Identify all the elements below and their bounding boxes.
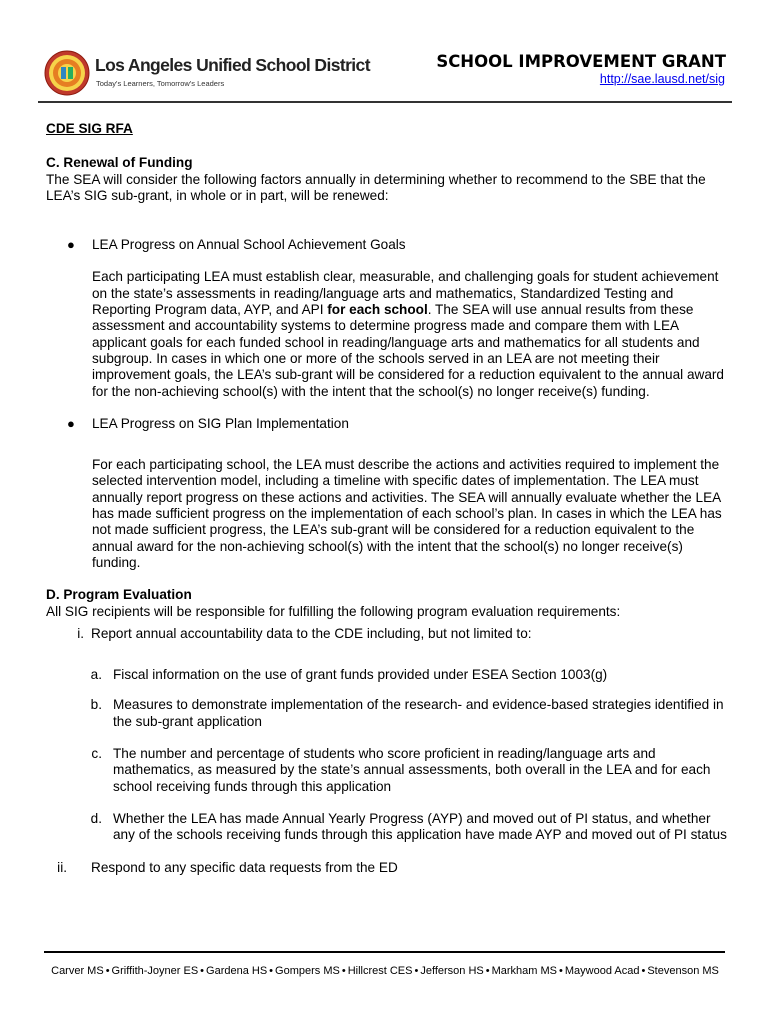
sub-list-letter: b. (90, 697, 102, 713)
sub-list-item (46, 746, 728, 795)
bullet-item (46, 237, 728, 253)
sub-list-item-text: Whether the LEA has made Annual Yearly Progress (AYP) and moved out of PI status, and whether any of the schools receiving funds through this application have made AYP and moved out of PI status (113, 810, 727, 843)
school-name: Gardena HS (206, 965, 268, 977)
sub-list-item-text: Measures to demonstrate implementation of the research- and evidence-based strategies identified in the sub-grant application (113, 697, 724, 729)
school-name: Gompers MS (275, 965, 340, 977)
bullet-icon: ● (67, 415, 75, 431)
sub-list-letter: a. (90, 667, 102, 683)
list-item (46, 626, 728, 642)
bullet-body-emphasis: for each school (327, 302, 428, 318)
bullet-item (46, 416, 728, 432)
school-name: Jefferson HS (420, 965, 484, 977)
section-c-intro: The SEA will consider the following factors annually in determining whether to recommend to the SBE that the LEA’s SIG sub-grant, in whole or in part, will be renewed: (46, 171, 706, 203)
list-item (46, 860, 728, 876)
separator-dot: • (485, 965, 490, 977)
separator-dot: • (269, 965, 274, 977)
district-name: Los Angeles Unified School District (95, 55, 370, 75)
separator-dot: • (559, 965, 563, 977)
bullet-body-text: Each participating LEA must establish clear, measurable, and challenging goals for student achievement on the state’s assessments in reading/language arts and mathematics, Standardized Testing and Reporting Program data, AYP, and API (92, 269, 719, 318)
separator-dot: • (200, 965, 205, 977)
school-name: Markham MS (491, 965, 557, 977)
footer-school-list (0, 965, 770, 977)
section-c-heading: C. Renewal of Funding (46, 155, 193, 171)
sub-list-letter: d. (90, 810, 102, 826)
footer-divider (44, 951, 725, 953)
bullet-body-text: . The SEA will use annual results from these assessment and accountability systems to determine progress made and compare them with LEA applicant goals for each funded school in reading/language arts and mathematics for all students and subgroup. In cases in which one or more of the schools served in an LEA are not meeting their improvement goals, the LEA’s sub-grant will be considered for a reduction equivalent to the annual award for the non-achieving school(s) with the intent that the school(s) no longer receive(s) funding. (92, 302, 724, 399)
sub-list-item (46, 667, 728, 683)
sub-list-letter: c. (91, 746, 102, 762)
school-name: Maywood Acad (564, 965, 640, 977)
bullet-icon: ● (67, 237, 75, 253)
document-body (46, 121, 728, 876)
district-tagline: Today's Learners, Tomorrow's Leaders (96, 79, 225, 88)
list-number: i. (77, 625, 84, 641)
header-divider (38, 101, 732, 103)
school-name: Hillcrest CES (347, 965, 413, 977)
separator-dot: • (414, 965, 419, 977)
sub-list-item-text: Fiscal information on the use of grant funds provided under ESEA Section 1003(g) (113, 667, 608, 683)
district-seal-icon (44, 50, 90, 96)
school-name: Griffith-Joyner ES (111, 965, 199, 977)
bullet-title: LEA Progress on Annual School Achievement Goals (92, 237, 406, 253)
bullet-body: For each participating school, the LEA must describe the actions and activities required to implement the selected intervention model, including a timeline with specific dates of implementation. The LEA must annually report progress on these actions and activities. The SEA will annually evaluate whether the LEA has made sufficient progress on the implementation of each school’s plan. In cases in which the LEA has not made sufficient progress, the LEA’s sub-grant will be considered for a reduction equivalent to the annual award for the non-achieving school(s) with the intent that the school(s) no longer receive(s) funding. (92, 457, 722, 570)
page-header (0, 0, 770, 110)
list-item-text: Respond to any specific data requests from the ED (91, 859, 398, 875)
sub-list-item (46, 697, 728, 730)
section-d-intro: All SIG recipients will be responsible for fulfilling the following program evaluation requirements: (46, 603, 621, 619)
section-d-heading: D. Program Evaluation (46, 587, 192, 603)
school-name: Carver MS (51, 965, 104, 977)
sub-list-item-text: The number and percentage of students who score proficient in reading/language arts and mathematics, as measured by the state’s annual assessments, both overall in the LEA and for each school receiving funds through this application (113, 746, 711, 794)
grant-title: SCHOOL IMPROVEMENT GRANT (436, 52, 726, 71)
grant-website-link[interactable]: http://sae.lausd.net/sig (599, 72, 725, 86)
list-item-text: Report annual accountability data to the CDE including, but not limited to: (91, 625, 532, 641)
bullet-title: LEA Progress on SIG Plan Implementation (92, 415, 349, 431)
separator-dot: • (641, 965, 646, 977)
document-id: CDE SIG RFA (46, 121, 133, 136)
separator-dot: • (341, 965, 346, 977)
bullet-body (46, 269, 728, 399)
separator-dot: • (105, 965, 110, 977)
list-number: ii. (57, 859, 67, 875)
school-name: Stevenson MS (647, 965, 719, 977)
sub-list-item (46, 811, 728, 844)
